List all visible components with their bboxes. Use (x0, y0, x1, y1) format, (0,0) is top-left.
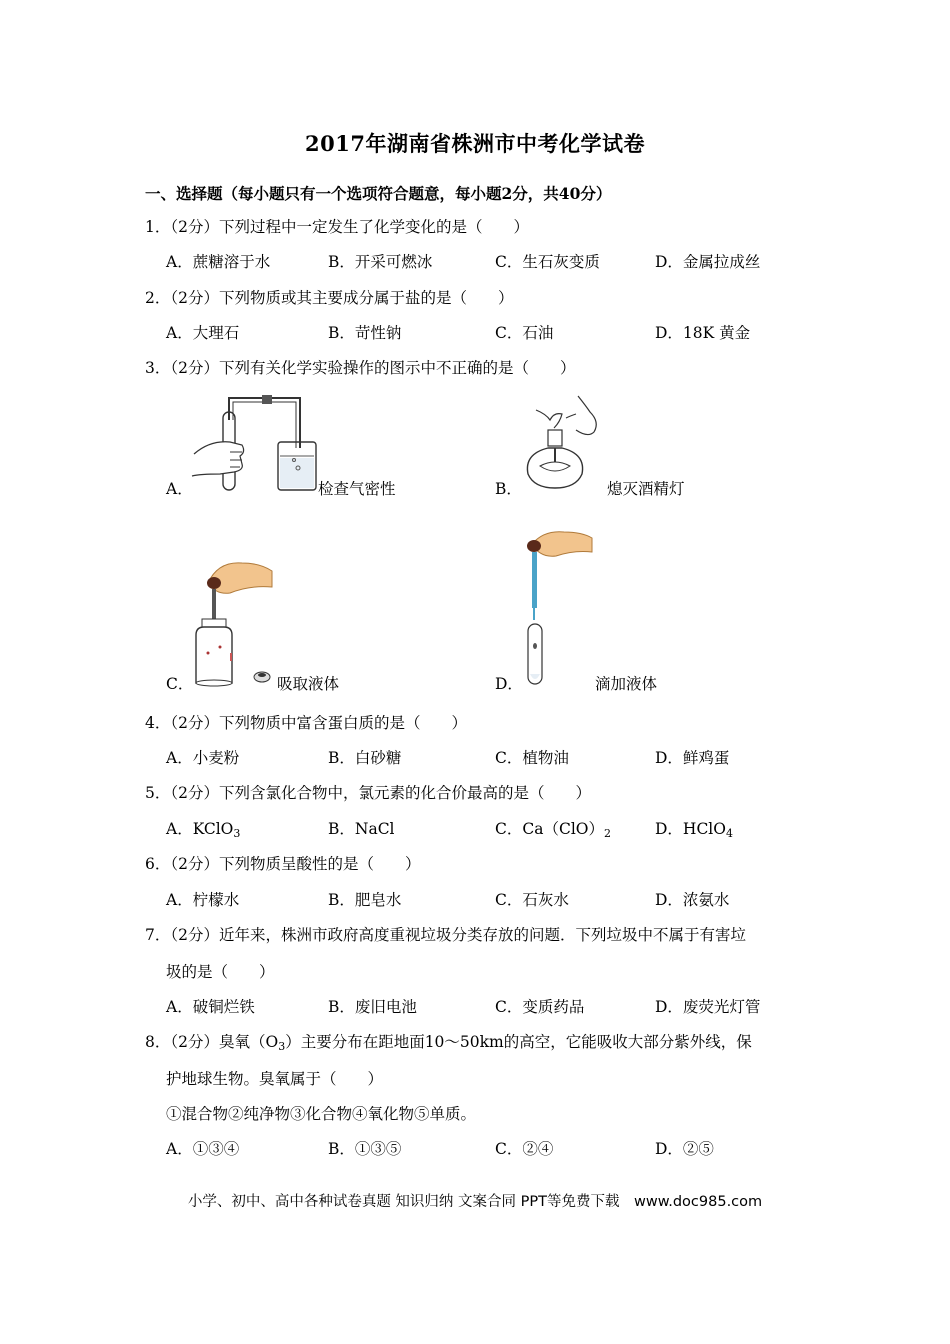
q3-caption-d: 滴加液体 (595, 675, 658, 693)
question-2-stem: 2．（2分）下列物质或其主要成分属于盐的是（ ） (145, 289, 514, 307)
q1-option-b: B．开采可燃冰 (328, 253, 433, 271)
q6-option-c: C．石灰水 (495, 891, 569, 909)
question-5-stem: 5．（2分）下列含氯化合物中，氯元素的化合价最高的是（ ） (145, 784, 591, 802)
q3-caption-a: 检查气密性 (318, 480, 396, 498)
q7-option-d: D．废荧光灯管 (655, 998, 761, 1016)
question-8-stem-line2: 护地球生物。臭氧属于（ ） (166, 1070, 384, 1088)
question-8-choices: ①混合物②纯净物③化合物④氧化物⑤单质。 (166, 1105, 477, 1123)
q5-option-b: B．NaCl (328, 820, 395, 838)
q7-option-c: C．变质药品 (495, 998, 585, 1016)
q2-option-b: B．苛性钠 (328, 324, 402, 342)
question-7-stem-line1: 7．（2分）近年来，株洲市政府高度重视垃圾分类存放的问题．下列垃圾中不属于有害垃 (145, 926, 746, 944)
q5-option-a: A．KClO$_3$ (166, 820, 241, 840)
q4-option-a: A．小麦粉 (166, 749, 240, 767)
q5-option-d: D．HClO$_4$ (655, 820, 733, 840)
q2-option-d: D．18K 黄金 (655, 324, 751, 342)
q2-option-c: C．石油 (495, 324, 554, 342)
q6-option-a: A．柠檬水 (166, 891, 240, 909)
q5-option-c: C．$Ca(ClO)_2$ (495, 820, 611, 840)
question-1-stem: 1．（2分）下列过程中一定发生了化学变化的是（ ） (145, 218, 529, 236)
question-3-stem: 3．（2分）下列有关化学实验操作的图示中不正确的是（ ） (145, 359, 576, 377)
q3-option-c: C． (166, 675, 194, 693)
q3-option-d: D． (495, 675, 523, 693)
q3-option-b: B． (495, 480, 522, 498)
q1-option-c: C．生石灰变质 (495, 253, 600, 271)
q4-option-b: B．白砂糖 (328, 749, 402, 767)
q2-option-a: A．大理石 (166, 324, 240, 342)
q3-caption-c: 吸取液体 (277, 675, 340, 693)
figure-extinguish-alcohol-lamp (520, 392, 610, 497)
q8-option-b: B．①③⑤ (328, 1140, 402, 1158)
question-8-stem-line1: 8．（2分）臭氧$(O_3)$主要分布在距地面10～50km的高空，它能吸收大部分紫外线，保 (145, 1033, 752, 1053)
q3-option-a: A． (166, 480, 193, 498)
q6-option-b: B．肥皂水 (328, 891, 402, 909)
question-7-stem-line2: 圾的是（ ） (166, 963, 275, 981)
q1-option-d: D．金属拉成丝 (655, 253, 761, 271)
q1-option-a: A．蔗糖溶于水 (166, 253, 271, 271)
figure-airtightness-check (190, 390, 320, 495)
q7-option-a: A．破铜烂铁 (166, 998, 255, 1016)
q8-option-c: C．②④ (495, 1140, 554, 1158)
section-heading: 一、选择题（每小题只有一个选项符合题意，每小题2分，共40分） (145, 184, 612, 203)
figure-draw-liquid (190, 555, 280, 690)
q6-option-d: D．浓氨水 (655, 891, 730, 909)
q3-caption-b: 熄灭酒精灯 (607, 480, 685, 498)
figure-drip-liquid (520, 528, 600, 693)
q8-option-d: D．②⑤ (655, 1140, 714, 1158)
q4-option-c: C．植物油 (495, 749, 569, 767)
q7-option-b: B．废旧电池 (328, 998, 417, 1016)
page-title: 2017年湖南省株洲市中考化学试卷 (305, 131, 645, 156)
question-6-stem: 6．（2分）下列物质呈酸性的是（ ） (145, 855, 421, 873)
question-4-stem: 4．（2分）下列物质中富含蛋白质的是（ ） (145, 714, 467, 732)
q4-option-d: D．鲜鸡蛋 (655, 749, 730, 767)
q8-option-a: A．①③④ (166, 1140, 240, 1158)
page-footer: 小学、初中、高中各种试卷真题 知识归纳 文案合同 PPT等免费下载 www.doc985.com (187, 1194, 763, 1210)
